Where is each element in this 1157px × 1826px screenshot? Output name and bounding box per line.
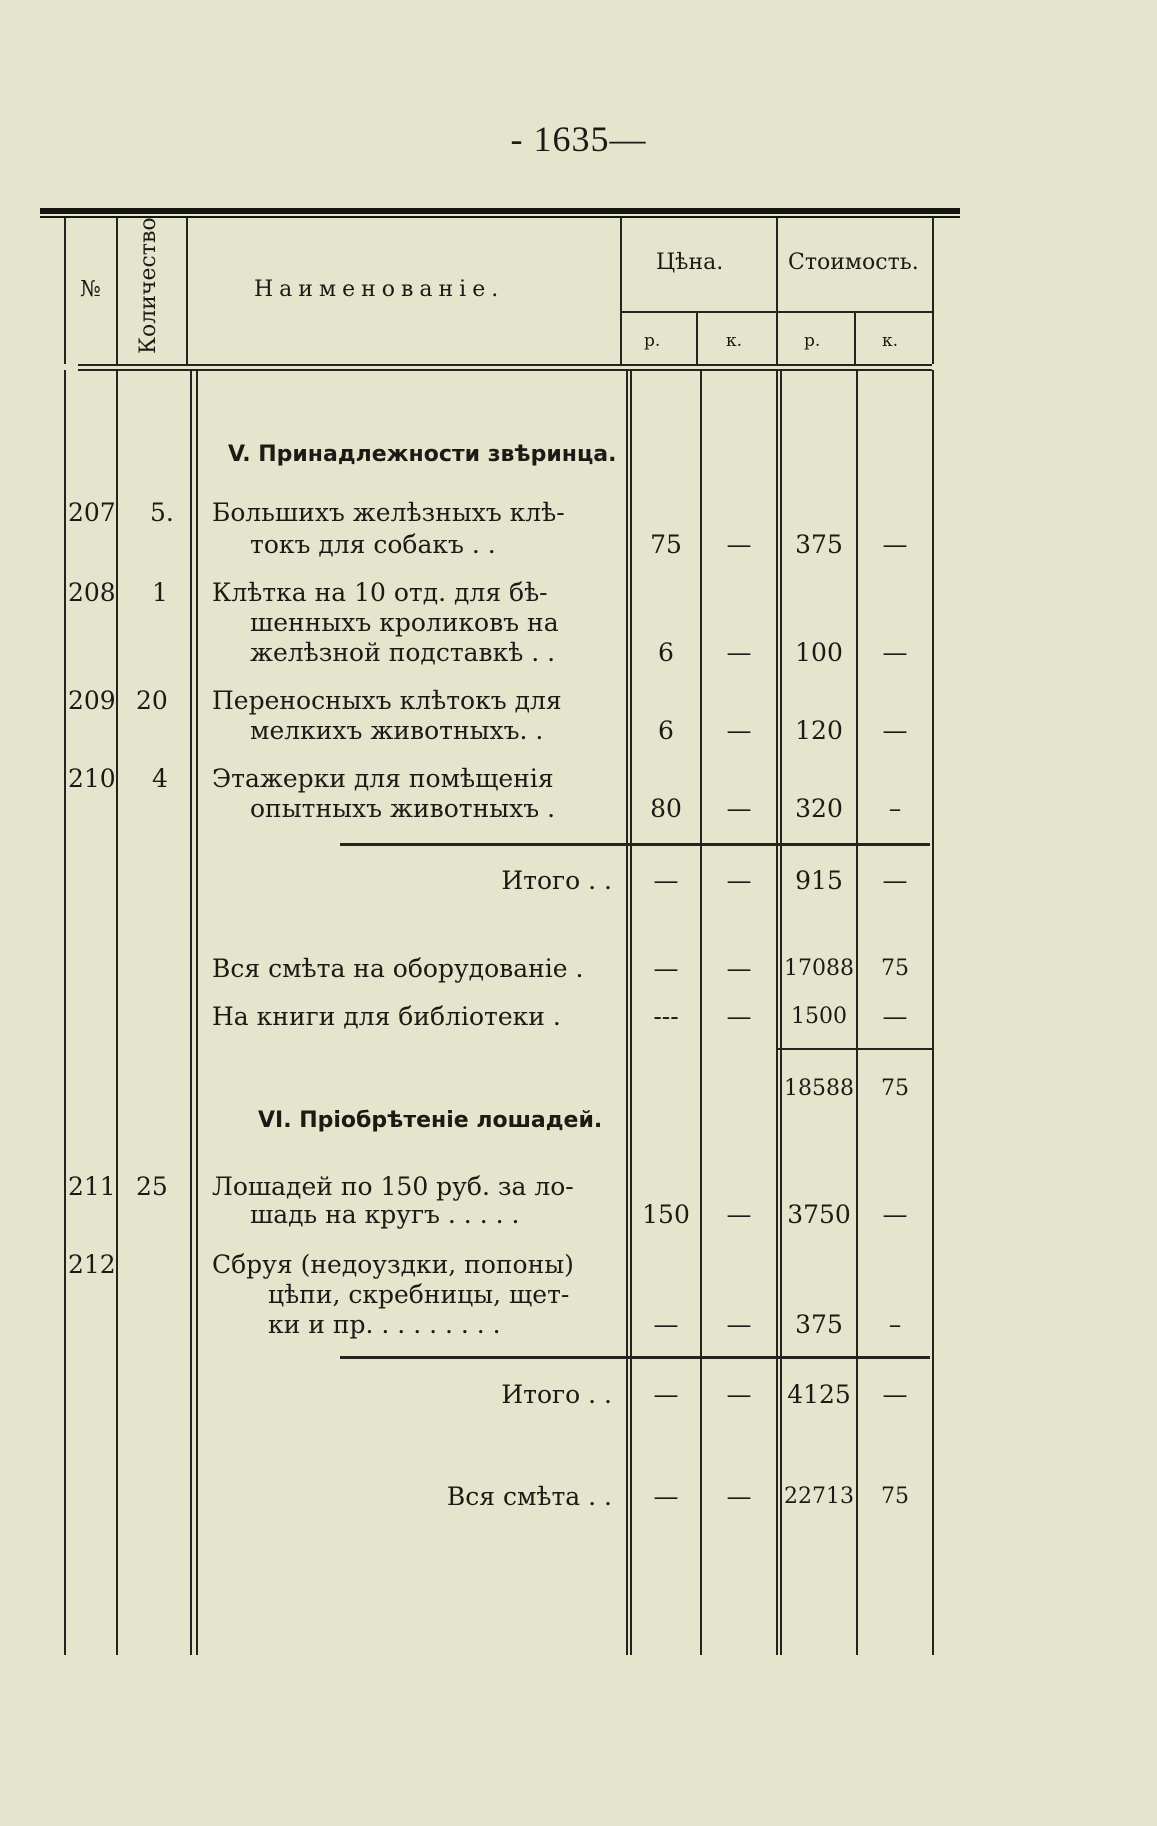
header-price-r: р. xyxy=(644,331,661,351)
cost-rubles: 320 xyxy=(795,794,843,823)
header-divider xyxy=(64,218,66,364)
price-rubles: 75 xyxy=(650,530,682,559)
cost-rubles: 100 xyxy=(795,638,843,667)
total-cost-rubles: 915 xyxy=(795,866,843,895)
header-cost-k: к. xyxy=(882,331,899,351)
row-quantity: 4 xyxy=(152,764,168,793)
header-divider xyxy=(186,218,188,364)
library-cost-kopecks: — xyxy=(882,1002,908,1031)
total-cost-rubles: 4125 xyxy=(787,1380,851,1409)
row-name-line: токъ для собакъ . . xyxy=(250,530,496,559)
total-cost-kopecks: — xyxy=(882,1380,908,1409)
grand-price-kopecks: — xyxy=(726,1482,752,1511)
library-price-kopecks: — xyxy=(726,1002,752,1031)
price-rubles: 6 xyxy=(658,638,674,667)
column-line xyxy=(626,370,628,1655)
grand-total-label: Вся смѣта . . xyxy=(446,1482,612,1511)
total-label: Итого . . xyxy=(501,1380,612,1409)
subtotal-cost-rubles: 18588 xyxy=(784,1076,854,1101)
header-subrule xyxy=(620,311,932,313)
cost-rubles: 375 xyxy=(795,1310,843,1339)
cost-kopecks: — xyxy=(882,530,908,559)
column-line xyxy=(64,370,66,1655)
subtotal-rule xyxy=(340,843,930,846)
row-name-line: ки и пр. . . . . . . . . xyxy=(268,1310,501,1339)
row-name-line: Этажерки для помѣщенія xyxy=(212,764,554,793)
header-divider xyxy=(620,218,622,364)
price-kopecks: — xyxy=(726,1310,752,1339)
grand-cost-kopecks: 75 xyxy=(881,1484,909,1509)
row-number: 210 xyxy=(68,764,116,793)
grand-cost-rubles: 22713 xyxy=(784,1484,854,1509)
row-number: 211 xyxy=(68,1172,116,1201)
row-quantity: 25 xyxy=(136,1172,168,1201)
header-no: № xyxy=(80,277,101,302)
header-bottom-rule xyxy=(78,364,932,366)
page-number: - 1635— xyxy=(510,119,647,159)
total-cost-kopecks: — xyxy=(882,866,908,895)
subtotal-rule xyxy=(340,1356,930,1359)
row-name-line: цѣпи, скребницы, щет- xyxy=(268,1280,570,1309)
cost-rubles: 375 xyxy=(795,530,843,559)
column-line xyxy=(932,370,934,1655)
row-name-line: шадь на кругъ . . . . . xyxy=(250,1200,520,1229)
library-label: На книги для библіотеки . xyxy=(212,1002,561,1031)
total-label: Итого . . xyxy=(501,866,612,895)
header-bottom-rule-2 xyxy=(78,369,932,371)
section-title: V. Принадлежности звѣринца. xyxy=(228,442,617,467)
library-price-rubles: --- xyxy=(653,1002,679,1031)
row-name-line: мелкихъ животныхъ. . xyxy=(250,716,544,745)
subtotal-cost-kopecks: 75 xyxy=(881,1076,909,1101)
price-kopecks: — xyxy=(726,716,752,745)
row-number: 212 xyxy=(68,1250,116,1279)
column-line xyxy=(776,370,778,1655)
equipment-price-kopecks: — xyxy=(726,954,752,983)
equipment-cost-kopecks: 75 xyxy=(881,956,909,981)
row-number: 208 xyxy=(68,578,116,607)
column-line xyxy=(196,370,198,1655)
price-rubles: 80 xyxy=(650,794,682,823)
total-price-kopecks: — xyxy=(726,866,752,895)
top-rule-thin xyxy=(40,216,960,218)
section-title: VI. Пріобрѣтеніе лошадей. xyxy=(258,1108,603,1133)
row-quantity: 20 xyxy=(136,686,168,715)
subtotal-sum-rule xyxy=(776,1048,932,1050)
price-kopecks: — xyxy=(726,794,752,823)
header-quantity: Количество xyxy=(136,217,161,354)
row-name-line: Переносныхъ клѣтокъ для xyxy=(212,686,562,715)
cost-kopecks: — xyxy=(882,638,908,667)
row-quantity: 5. xyxy=(150,498,174,527)
header-divider xyxy=(116,218,118,364)
price-rubles: — xyxy=(653,1310,679,1339)
price-rubles: 150 xyxy=(642,1200,690,1229)
cost-kopecks: – xyxy=(888,794,902,823)
row-name-line: желѣзной подставкѣ . . xyxy=(250,638,556,667)
cost-rubles: 3750 xyxy=(787,1200,851,1229)
header-name: Наименованіе. xyxy=(254,277,505,302)
cost-kopecks: — xyxy=(882,1200,908,1229)
row-name-line: Сбруя (недоуздки, попоны) xyxy=(212,1250,574,1279)
header-divider xyxy=(854,312,856,364)
header-price: Цѣна. xyxy=(656,250,724,275)
cost-kopecks: – xyxy=(888,1310,902,1339)
cost-rubles: 120 xyxy=(795,716,843,745)
row-name-line: Большихъ желѣзныхъ клѣ- xyxy=(212,498,565,527)
equipment-label: Вся смѣта на оборудованіе . xyxy=(212,954,584,983)
top-rule xyxy=(40,208,960,214)
header-price-k: к. xyxy=(726,331,743,351)
equipment-cost-rubles: 17088 xyxy=(784,956,854,981)
row-name-line: опытныхъ животныхъ . xyxy=(250,794,556,823)
column-line xyxy=(190,370,192,1655)
total-price-rubles: — xyxy=(653,866,679,895)
library-cost-rubles: 1500 xyxy=(791,1004,847,1029)
column-line xyxy=(116,370,118,1655)
header-divider xyxy=(696,312,698,364)
row-number: 207 xyxy=(68,498,116,527)
price-kopecks: — xyxy=(726,530,752,559)
row-name-line: Клѣтка на 10 отд. для бѣ- xyxy=(212,578,548,607)
header-divider xyxy=(932,218,934,364)
cost-kopecks: — xyxy=(882,716,908,745)
price-kopecks: — xyxy=(726,638,752,667)
price-kopecks: — xyxy=(726,1200,752,1229)
row-number: 209 xyxy=(68,686,116,715)
row-name-line: шенныхъ кроликовъ на xyxy=(250,608,559,637)
row-quantity: 1 xyxy=(152,578,168,607)
grand-price-rubles: — xyxy=(653,1482,679,1511)
header-cost-r: р. xyxy=(804,331,821,351)
row-name-line: Лошадей по 150 руб. за ло- xyxy=(212,1172,574,1201)
price-rubles: 6 xyxy=(658,716,674,745)
equipment-price-rubles: — xyxy=(653,954,679,983)
header-divider xyxy=(776,218,778,364)
header-cost: Стоимость. xyxy=(788,250,919,275)
total-price-kopecks: — xyxy=(726,1380,752,1409)
total-price-rubles: — xyxy=(653,1380,679,1409)
